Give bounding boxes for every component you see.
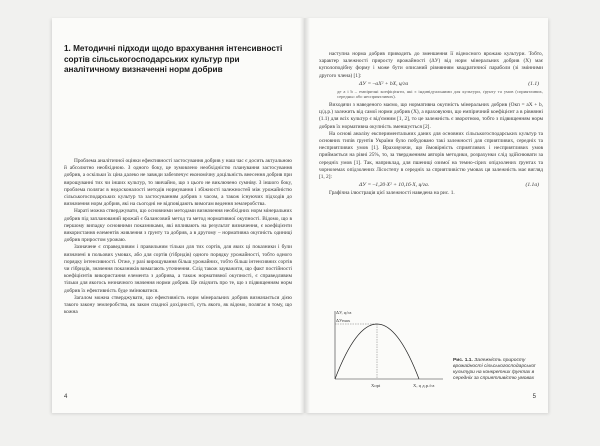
formula-expression: ΔУ = –1,20·X² + 10,16·X, ц/га. [359, 182, 430, 189]
paragraph: Виходячи з наведеного маємо, що нормативна окупність мінеральних добрив (Окп = аХ + b, ц/д.р.) залежить від самої норми добрив (Х), а враховуючи, що емпіричний коефіцієнт а в рівнянні (1.1) для всіх культур є від'ємним [1, 2], то це залежність є зворотною, тобто з підвищенням норм добрив їх нормативна окупність зменшується [2]. [319, 102, 543, 130]
page-number-left: 4 [64, 394, 68, 400]
y-axis-label: ΔУ, ц/га [336, 310, 352, 315]
formula-expression: ΔУ = –аХ² + bХ, ц/га [359, 80, 409, 87]
right-page [305, 18, 548, 413]
paragraph: Нараті можна стверджувати, що основними методами визначення необхідних норм мінеральних добрив під запланований врожай є балансовий метод та метод нормативної окупності. Відомо, що в першому випадку основними показниками, які впливають на результат визначення, є коефіцієнти використання елементів живлення з ґрунту та добрив, а в другому – нормативна окупність одиниці добрив приростом урожаю. [64, 208, 292, 244]
formula-1-1a [319, 181, 543, 190]
section-heading: 1. Методичні підходи щодо врахування інтенсивності сортів сільськогосподарських культур при аналітичному визначенні норм добрив [64, 44, 283, 74]
page-number-right: 5 [532, 394, 536, 400]
formula-number: (1.1а) [525, 182, 539, 189]
x-opt-label: Xopt [371, 383, 381, 388]
paragraph: Графічна ілюстрація цієї залежності наведена на рис. 1. [329, 190, 455, 197]
formula-number: (1.1) [528, 80, 539, 87]
paragraph: Загалом можна стверджувати, що ефективність норм мінеральних добрив визначається дією такого закону землеробства, як закон спадної дохідності, суть якого, як відомо, полягає в тому, що кожна [64, 294, 292, 316]
right-page-body [319, 51, 543, 197]
formula-1-1 [319, 80, 543, 89]
paragraph: Зазначене є справедливим і правильним тільки для тих сортів, для яких ці показники і були визначені в польових умовах, або для сортів (гібридів) одного порядку урожайності, тобто одного порядку інтенсивності. Отже, у разі вирощування більш урожайних, тобто більш інтенсивних сортів чи гібридів, значення показників вимагають уточнення. Слід також зауважити, що факт постійності коефіцієнтів використання елемента з добрива, а також нормативної окупності, є справедливим тільки для якогось незначного значення норми добрив. Це свідчить про те, що з підвищенням норм добрив їх ефективність буде змінюватися. [64, 244, 292, 294]
paragraph: наступна норма добрив приводить до зменшення її відносного врожаю культури. Тобто, характер залежності приросту врожайності (ΔУ) від норм мінеральних добрив (Х) має куполоподібну форму і може бути описаний рівнянням квадратичної параболи (зі змінними другого члена) [1]: [319, 51, 543, 79]
y-max-label: ΔУmax [336, 318, 351, 323]
formula-note: де а і b – емпіричні коефіцієнти, які є індивідуальними для культури, ґрунту та умов (сприятливих, середньо або несприятливих). [337, 88, 543, 100]
caption-label: Рис. 1.1. [453, 358, 473, 363]
left-page-body [64, 158, 292, 316]
caption-text: Залежність приросту врожайності сільськогосподарської культури на конкретних ґрунтах в середніх за сприятливістю умовах [453, 358, 536, 381]
response-curve-figure [319, 307, 449, 391]
paragraph: Проблема аналітичної оцінки ефективності застосування добрив у наш час є досить актуальною й абсолютно необхідною. З одного боку, це зумовлено необхідністю планування застосування добрив, а оскільки їх ціна далеко не завжди забезпечує економічну доцільність внесення добрив при вирощуванні тих чи інших культур, то звичайно, що з цього не виключено сумніву. З іншого боку, проблема полягає в недосконалості методів нормування і збіжності залежностей між урожайністю сільськогосподарських культур та застосуванням добрив з часом, а також існуючих підходів до визначення норм добрив, які на сьогодні не відповідають вимогам ведення землеробства. [64, 158, 292, 208]
x-axis-label: X, ц д.р./га [413, 383, 435, 388]
left-page [52, 18, 305, 413]
book-spine [300, 18, 310, 413]
paragraph: На основі аналізу експериментальних даних для основних сільськогосподарських культур та основних типів ґрунтів України було побудовано такі залежності для сприятливих, середніх та несприятливих умов [1]. Враховуючи, що ймовірність сприятливих і несприятливих умов приймається на рівні 25%, то, за твердженням авторів методики, розрахунки слід здійснювати за середніх умов [1]. Так, наприклад, для пшениці озимої на темно-сірих опідзолених ґрунтах та чорноземах опідзолених Лісостепу в середніх за сприятливістю умовах ця залежність має вигляд [1, 2]: [319, 130, 543, 181]
figure-caption [453, 358, 539, 382]
